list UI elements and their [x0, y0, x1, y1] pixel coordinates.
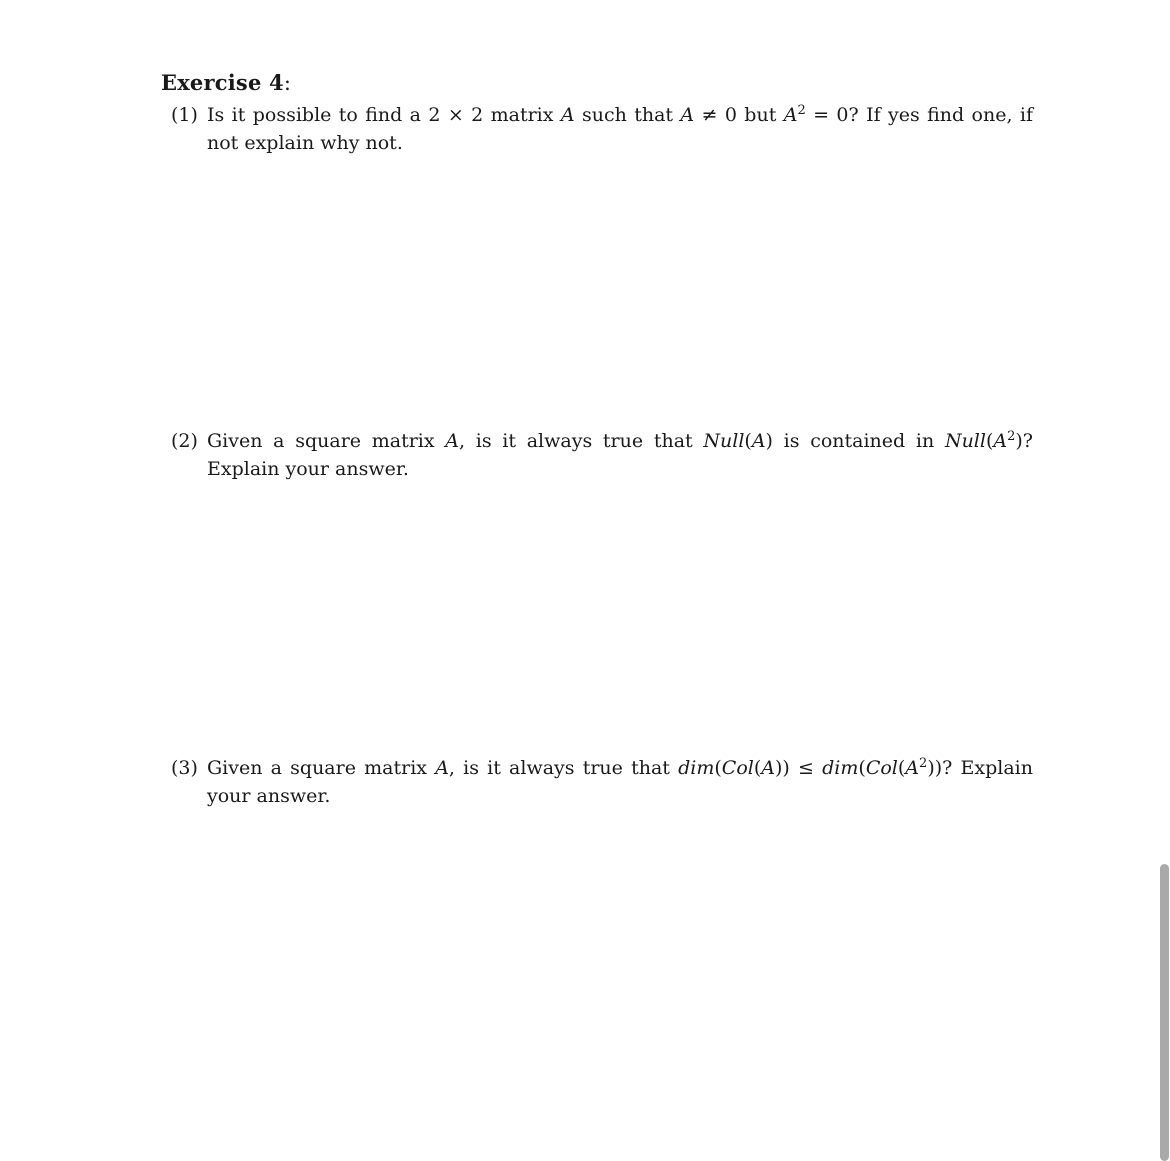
math-variable: A	[751, 430, 766, 452]
text-segment: , is it always true that	[459, 430, 704, 452]
question-3	[171, 754, 1033, 810]
question-text	[207, 427, 1033, 483]
text-segment: (	[985, 430, 994, 452]
question-2	[171, 427, 1033, 483]
exercise-colon: :	[283, 71, 292, 95]
text-segment: Is it possible to find a 2 × 2 matrix	[207, 104, 561, 126]
text-segment: (	[897, 757, 906, 779]
math-variable: A	[435, 757, 449, 779]
question-text	[207, 754, 1033, 810]
text-segment: (	[858, 757, 866, 779]
exercise-title: Exercise 4	[161, 70, 284, 95]
text-segment: ≠ 0 but	[694, 104, 784, 126]
math-function: dim	[678, 757, 715, 779]
math-variable: A	[445, 430, 460, 452]
exponent: 2	[797, 103, 806, 118]
math-function: dim	[822, 757, 859, 779]
math-variable: A	[761, 757, 776, 779]
text-segment: (	[753, 757, 762, 779]
math-function: Null	[944, 430, 986, 452]
text-segment: , is it always true that	[448, 757, 679, 779]
text-segment: Given a square matrix	[207, 430, 446, 452]
exercise-heading	[161, 70, 291, 95]
text-segment: ))? Explain your answer.	[207, 757, 1033, 807]
text-segment: such that	[574, 104, 681, 126]
text-segment: Given a square matrix	[207, 757, 436, 779]
vertical-scrollbar-thumb[interactable]	[1160, 864, 1169, 1161]
text-segment: ) is contained in	[765, 430, 945, 452]
math-variable: A	[783, 104, 798, 126]
question-text	[207, 101, 1033, 157]
text-segment: )? Explain your answer.	[207, 430, 1033, 480]
math-function: Col	[721, 757, 754, 779]
text-segment: )) ≤	[775, 757, 823, 779]
text-segment: = 0? If yes find one, if not explain why not.	[207, 104, 1033, 154]
question-number: (2)	[171, 430, 198, 452]
math-variable: A	[905, 757, 920, 779]
question-number: (1)	[171, 104, 198, 126]
math-variable: A	[993, 430, 1008, 452]
exponent: 2	[1007, 429, 1016, 444]
math-function: Col	[865, 757, 898, 779]
math-function: Null	[703, 430, 745, 452]
question-1	[171, 101, 1033, 157]
question-number: (3)	[171, 757, 198, 779]
text-segment: (	[744, 430, 752, 452]
text-segment: (	[714, 757, 722, 779]
math-variable: A	[560, 104, 575, 126]
exponent: 2	[919, 756, 928, 771]
math-variable: A	[680, 104, 695, 126]
